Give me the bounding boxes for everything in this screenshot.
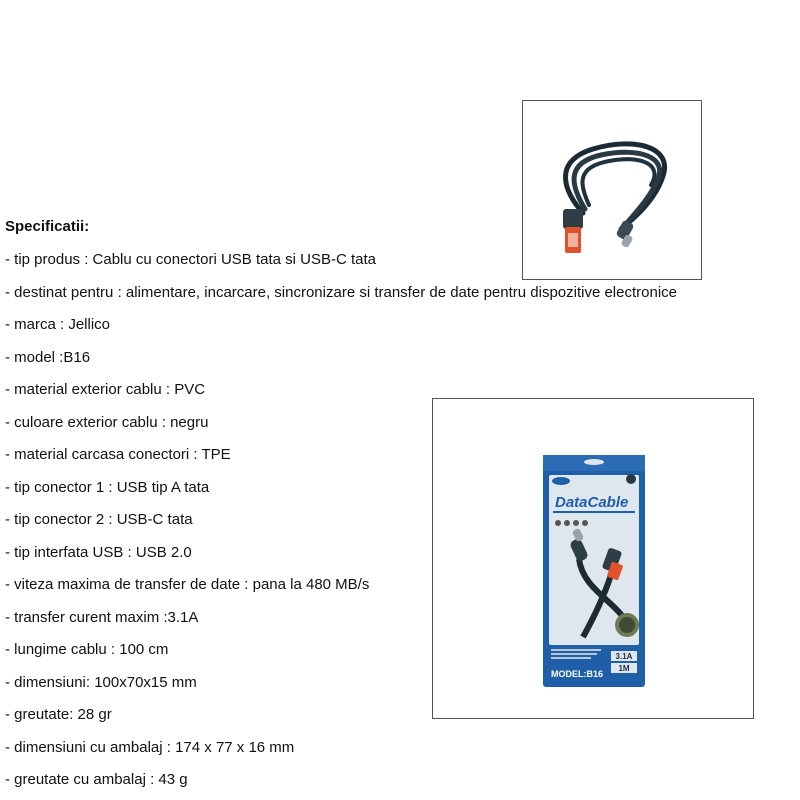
package-product-image [432, 398, 754, 719]
usb-a-connector-icon [563, 209, 583, 253]
brand-logo-icon [552, 477, 570, 485]
spec-line: - tip conector 1 : USB tip A tata [5, 479, 210, 496]
spec-line: - tip interfata USB : USB 2.0 [5, 544, 192, 561]
package-model-label: MODEL:B16 [551, 669, 604, 679]
spec-line: - model :B16 [5, 349, 91, 366]
package-title: DataCable [555, 494, 629, 511]
cable-illustration [523, 101, 701, 279]
spec-line: - viteza maxima de transfer de date : pana la 480 MB/s [5, 576, 370, 593]
spec-line: - dimensiuni cu ambalaj : 174 x 77 x 16 mm [5, 739, 295, 756]
usb-c-connector-icon [615, 219, 634, 248]
length-badge: 1M [618, 664, 630, 673]
spec-line: - material carcasa conectori : TPE [5, 446, 231, 463]
spec-line: - marca : Jellico [5, 316, 111, 333]
spec-line: - greutate cu ambalaj : 43 g [5, 771, 188, 788]
package-illustration [433, 399, 753, 718]
spec-line: - tip produs : Cablu cu conectori USB tata si USB-C tata [5, 251, 376, 268]
spec-line: - lungime cablu : 100 cm [5, 641, 169, 658]
cable-product-image [522, 100, 702, 280]
spec-line: - tip conector 2 : USB-C tata [5, 511, 193, 528]
spec-line: - destinat pentru : alimentare, incarcare, sincronizare si transfer de date pentru dispozitive electronice [5, 284, 678, 301]
spec-line: - culoare exterior cablu : negru [5, 414, 209, 431]
specifications-heading: Specificatii: [5, 218, 90, 235]
spec-line: - transfer curent maxim :3.1A [5, 609, 199, 626]
spec-line: - dimensiuni: 100x70x15 mm [5, 674, 197, 691]
spec-line: - greutate: 28 gr [5, 706, 112, 723]
current-rating-badge: 3.1A [615, 652, 633, 661]
spec-line: - material exterior cablu : PVC [5, 381, 206, 398]
